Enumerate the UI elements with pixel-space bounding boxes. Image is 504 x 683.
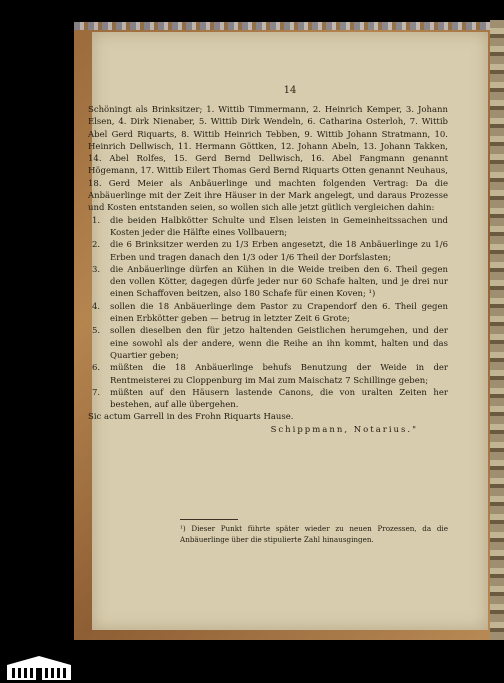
page-number: 14	[283, 85, 297, 96]
list-item	[88, 239, 448, 264]
list-item	[88, 387, 448, 412]
item-number: 2.	[92, 240, 101, 251]
marbled-endpaper	[74, 22, 496, 30]
item-number: 7.	[92, 387, 101, 398]
agreement-list	[88, 215, 448, 412]
item-text: sollen dieselben den für jetzo haltenden Geistlichen herumgehen, und der eine sowohl als der andere, wenn die Reihe an ihn kommt, halten und das Quartier geben;	[110, 326, 448, 361]
item-number: 3.	[92, 264, 101, 275]
list-item	[88, 362, 448, 387]
page-body	[88, 104, 448, 436]
item-text: die beiden Halbkötter Schulte und Elsen leisten in Gemeinheitssachen und Kosten jeder die Hälfte eines Vollbauern;	[110, 215, 448, 238]
closing-line: Sic actum Garrell in des Frohn Riquarts Hause.	[88, 412, 294, 423]
item-number: 6.	[92, 363, 101, 374]
item-number: 5.	[92, 326, 101, 337]
item-text: die 6 Brinksitzer werden zu 1/3 Erben angesetzt, die 18 Anbäuerlinge zu 1/6 Erben und tragen danach den 1/3 oder 1/6 Theil der Dorfslasten;	[110, 240, 448, 263]
list-item	[88, 301, 448, 326]
list-item	[88, 215, 448, 240]
intro-paragraph: Schöningt als Brinksitzer; 1. Wittib Timmermann, 2. Heinrich Kemper, 3. Johann Elsen, 4. Dirk Nienaber, 5. Wittib Dirk Wendeln, 6. Catharina Osterloh, 7. Wittib Abel Gerd Riquarts, 8. Wittib Heinrich Tebben, 9. Wittib Johann Stratmann, 10. Heinrich Dellwisch, 11. Hermann Göttken, 12. Johann Abeln, 13. Johann Takken, 14. Abel Rolfes, 15. Gerd Bernd Dellwisch, 16. Abel Fangmann genannt Högemann, 17. Wittib Eilert Thomas Gerd Bernd Riquarts Otten genannt Neuhaus, 18. Gerd Meier als Anbäuerlinge und machten folgenden Vertrag: Da die Anbäuerlinge mit der Zeit ihre Häuser in der Mark angelegt, und daraus Prozesse und Kosten entstanden seien, so wollen sich alle jetzt gütlich vergleichen dahin:	[88, 105, 448, 214]
item-text: sollen die 18 Anbäuerlinge dem Pastor zu Crapendorf den 6. Theil gegen einen Erbkötter geben — betrug in letzter Zeit 6 Grote;	[110, 301, 448, 325]
list-item	[88, 325, 448, 362]
page-edges	[490, 20, 504, 640]
footnote-divider	[180, 519, 238, 520]
list-item	[88, 264, 448, 301]
library-building-icon	[6, 655, 72, 681]
item-text: die Anbäuerlinge dürfen an Kühen in die Weide treiben den 6. Theil gegen den vollen Kötter, dagegen dürfe jeder nur 60 Schafe halten, und je drei nur einen Schaffoven beitzen, also 180 Schafe für einen Koven; ¹)	[110, 264, 448, 300]
item-number: 1.	[92, 215, 101, 226]
footnote: ¹) Dieser Punkt führte später wieder zu neuen Prozessen, da die Anbäuerlinge über die stipulierte Zahl hinausgingen.	[180, 524, 448, 544]
viewer-footer	[0, 650, 504, 683]
item-number: 4.	[92, 301, 101, 312]
notary-signature: Schippmann, Notarius."	[270, 424, 418, 435]
item-text: müßten die 18 Anbäuerlinge behufs Benutzung der Weide in der Rentmeisterei zu Cloppenburg im Mai zum Maischatz 7 Schillinge geben;	[110, 363, 448, 386]
item-text: müßten auf den Häusern lastende Canons, die von uralten Zeiten her bestehen, auf alle übergehen.	[110, 387, 448, 411]
